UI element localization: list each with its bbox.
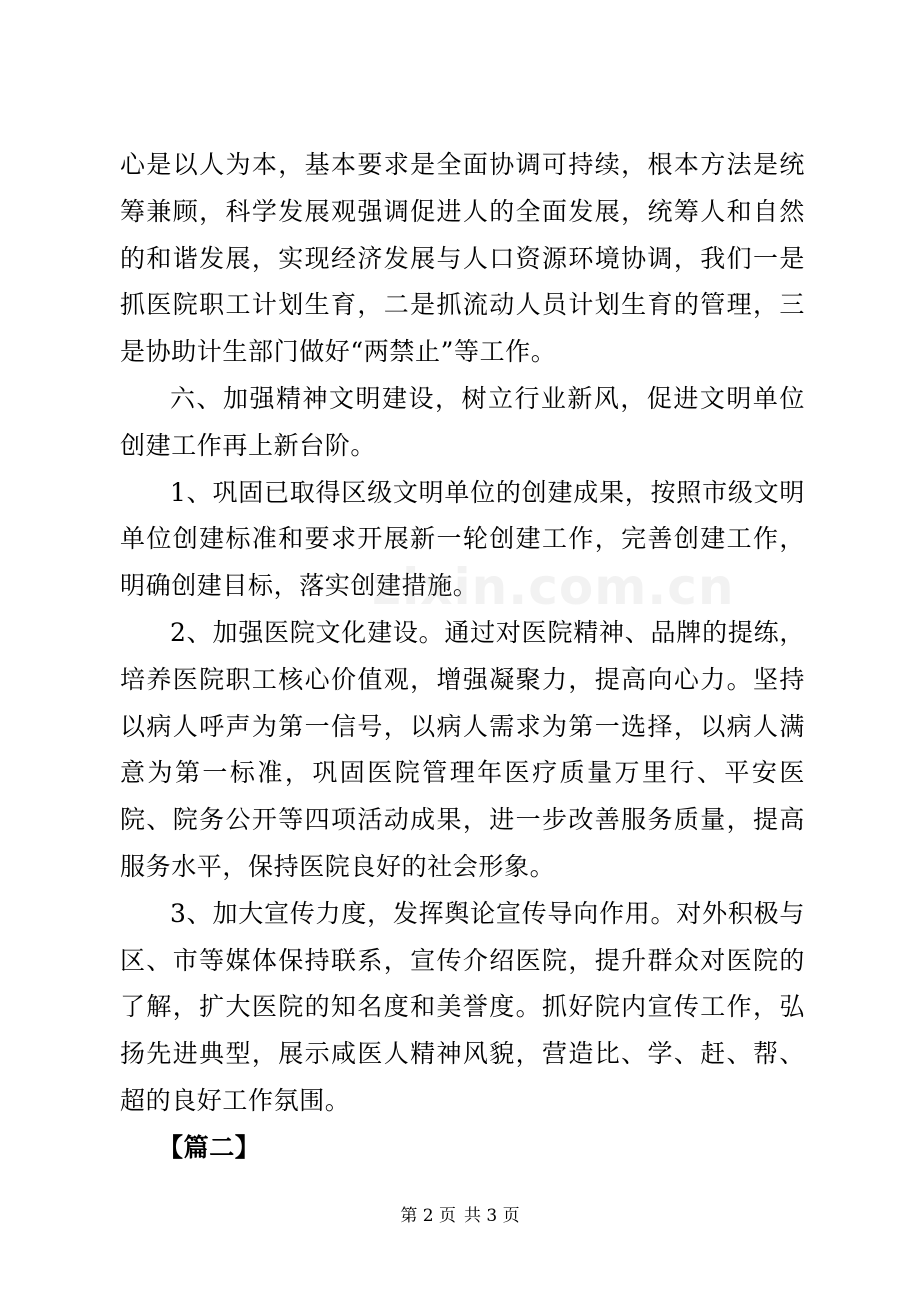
- paragraph-item-2: 2、加强医院文化建设。通过对医院精神、品牌的提练，培养医院职工核心价值观，增强凝聚力，提高向心力。坚持以病人呼声为第一信号，以病人需求为第一选择，以病人满意为第一标准，巩固医院管理年医疗质量万里行、平安医院、院务公开等四项活动成果，进一步改善服务质量，提高服务水平，保持医院良好的社会形象。: [120, 617, 805, 881]
- section-heading: 【篇二】: [158, 1132, 261, 1162]
- paragraph-continued: 心是以人为本，基本要求是全面协调可持续，根本方法是统筹兼顾，科学发展观强调促进人的全面发展，统筹人和自然的和谐发展，实现经济发展与人口资源环境协调，我们一是抓医院职工计划生育，二是抓流动人员计划生育的管理，三是协助计生部门做好“两禁止”等工作。: [120, 150, 805, 367]
- page-footer: [0, 1201, 920, 1226]
- paragraph-item-3: 3、加大宣传力度，发挥舆论宣传导向作用。对外积极与区、市等媒体保持联系，宣传介绍医院，提升群众对医院的了解，扩大医院的知名度和美誉度。抓好院内宣传工作，弘扬先进典型，展示咸医人精神风貌，营造比、学、赶、帮、超的良好工作氛围。: [120, 898, 805, 1115]
- paragraph-section-six: 六、加强精神文明建设，树立行业新风，促进文明单位创建工作再上新台阶。: [120, 383, 805, 460]
- document-body: [120, 142, 805, 1172]
- page-number-total: 共 3 页: [464, 1206, 520, 1226]
- paragraph-item-1: 1、巩固已取得区级文明单位的创建成果，按照市级文明单位创建标准和要求开展新一轮创建工作，完善创建工作，明确创建目标，落实创建措施。: [120, 477, 805, 601]
- watermark-text: zixin.com.cn: [372, 558, 735, 616]
- page-number-current: 第 2 页: [400, 1206, 456, 1226]
